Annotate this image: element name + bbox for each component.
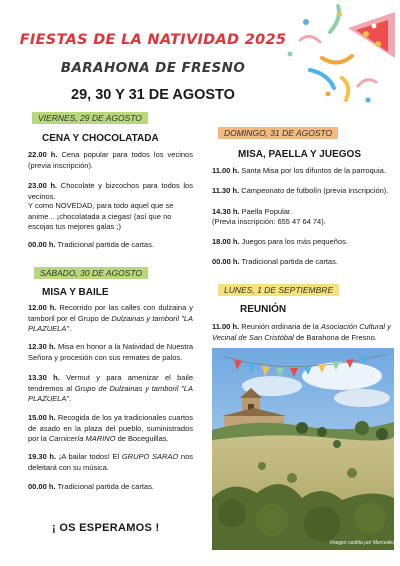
schedule-entry [28,342,193,363]
day-tag-sunday: DOMINGO, 31 DE AGOSTO [218,127,338,139]
schedule-entry [28,303,193,335]
schedule-entry [28,150,193,171]
schedule-entry [212,322,394,343]
town-name: BARAHONA DE FRESNO [60,60,246,76]
day-tag-monday: LUNES, 1 DE SEPTIEMBRE [218,284,339,296]
entry-text-italic: Grupo de Dulzainas y tamboril "LA PLAZUELA" [28,383,193,403]
entry-text: Chocolate y bizcochos para todos los vecinos. [28,181,193,201]
entry-text-italic: Asociación Cultural y Vecinal de San Cristóbal [212,322,391,342]
schedule-entry [28,373,193,405]
schedule-entry [28,181,193,202]
footer-slogan: ¡ OS ESPERAMOS ! [52,522,160,534]
schedule-entry [212,186,394,197]
entry-text-italic: GRUPO SARAO [121,452,179,461]
village-church-photo [212,348,394,550]
schedule-entry-extra: Y como NOVEDAD, para todo aquel que se anime... ¡chocolatada a ciegas! (así que no escojas tus mejores galas ;) [28,201,174,231]
event-title: FIESTAS DE LA NATIVIDAD 2025 [19,32,287,48]
schedule-entry [28,413,193,445]
entry-time: 19.30 h. [28,452,57,461]
section-title-saturday: MISA Y BAILE [42,287,109,298]
section-title-monday: REUNIÓN [240,304,287,315]
section-title-sunday: MISA, PAELLA Y JUEGOS [238,149,361,160]
entry-time: 12.00 h. [28,303,57,312]
event-dates: 29, 30 Y 31 DE AGOSTO [71,87,235,103]
entry-time: 13.30 h. [28,373,60,382]
entry-text: Juegos para los más pequeños. [241,237,348,246]
entry-time: 11.00 h. [212,166,240,175]
day-tag-friday: VIERNES, 29 DE AGOSTO [32,112,148,124]
entry-text-end: . [69,324,72,333]
entry-text: Santa Misa por los difuntos de la parroquia. [241,166,386,175]
entry-time: 14.30 h. [212,207,240,216]
day-tag-saturday: SÁBADO, 30 DE AGOSTO [34,267,148,279]
entry-text: Recorrido por las calles con dulzaina y tamboril por el Grupo de [28,303,193,323]
entry-time: 00.00 h. [28,482,56,491]
entry-time: 23.00 h. [28,181,58,190]
schedule-entry [212,237,394,248]
entry-text: Paella Popular. [241,207,293,216]
entry-time: 18.00 h. [212,237,240,246]
entry-text-end: nos deleitará con su música. [28,452,193,472]
entry-time: 00.00 h. [212,257,240,266]
entry-time: 12.30 h. [28,342,56,351]
entry-text: Cena popular para todos los vecinos (previa inscripción). [28,150,193,170]
entry-text: ¡A bailar todos! El [58,452,122,461]
entry-text: Tradicional partida de cartas. [241,257,338,266]
entry-text-end: de Boceguillas. [115,434,169,443]
entry-text: Recogida de los ya tradicionales cuartos de asado en la plaza del pueblo, suministrados por la [28,413,193,443]
section-title-friday: CENA Y CHOCOLATADA [42,133,159,144]
entry-text: Campeonato de futbolín (previa inscripción). [241,186,389,195]
schedule-entry [28,240,193,251]
entry-text: Vermut y para amenizar el baile tendremos al [28,373,193,393]
entry-text: Reunión ordinaria de la [241,322,321,331]
entry-text: Misa en honor a la Natividad de Nuestra Señora y procesión con sus remates de palos. [28,342,193,362]
entry-time: 11.30 h. [212,186,240,195]
entry-text-end: de Barahona de Fresno. [293,332,377,342]
confetti-party-popper-icon [270,0,400,110]
entry-time: 11.00 h. [212,322,240,331]
schedule-entry [28,452,193,473]
photo-credit: Imagen cedida por Mercedes [330,540,395,546]
entry-text-italic: Dulzainas y tamboril "LA PLAZUELA" [28,313,193,333]
entry-time: 15.00 h. [28,413,56,422]
entry-text-end: . [69,394,72,403]
schedule-entry [212,257,394,268]
entry-text: Tradicional partida de cartas. [57,240,154,249]
entry-text-italic: Carnicería MARINO [48,434,116,443]
schedule-entry [212,207,394,218]
schedule-entry-extra: (Previa inscripción: 655 47 64 74). [212,217,326,226]
schedule-entry [212,166,394,177]
entry-time: 00.00 h. [28,240,56,249]
entry-time: 22.00 h. [28,150,58,159]
entry-text: Tradicional partida de cartas. [57,482,154,491]
schedule-entry [28,482,193,493]
